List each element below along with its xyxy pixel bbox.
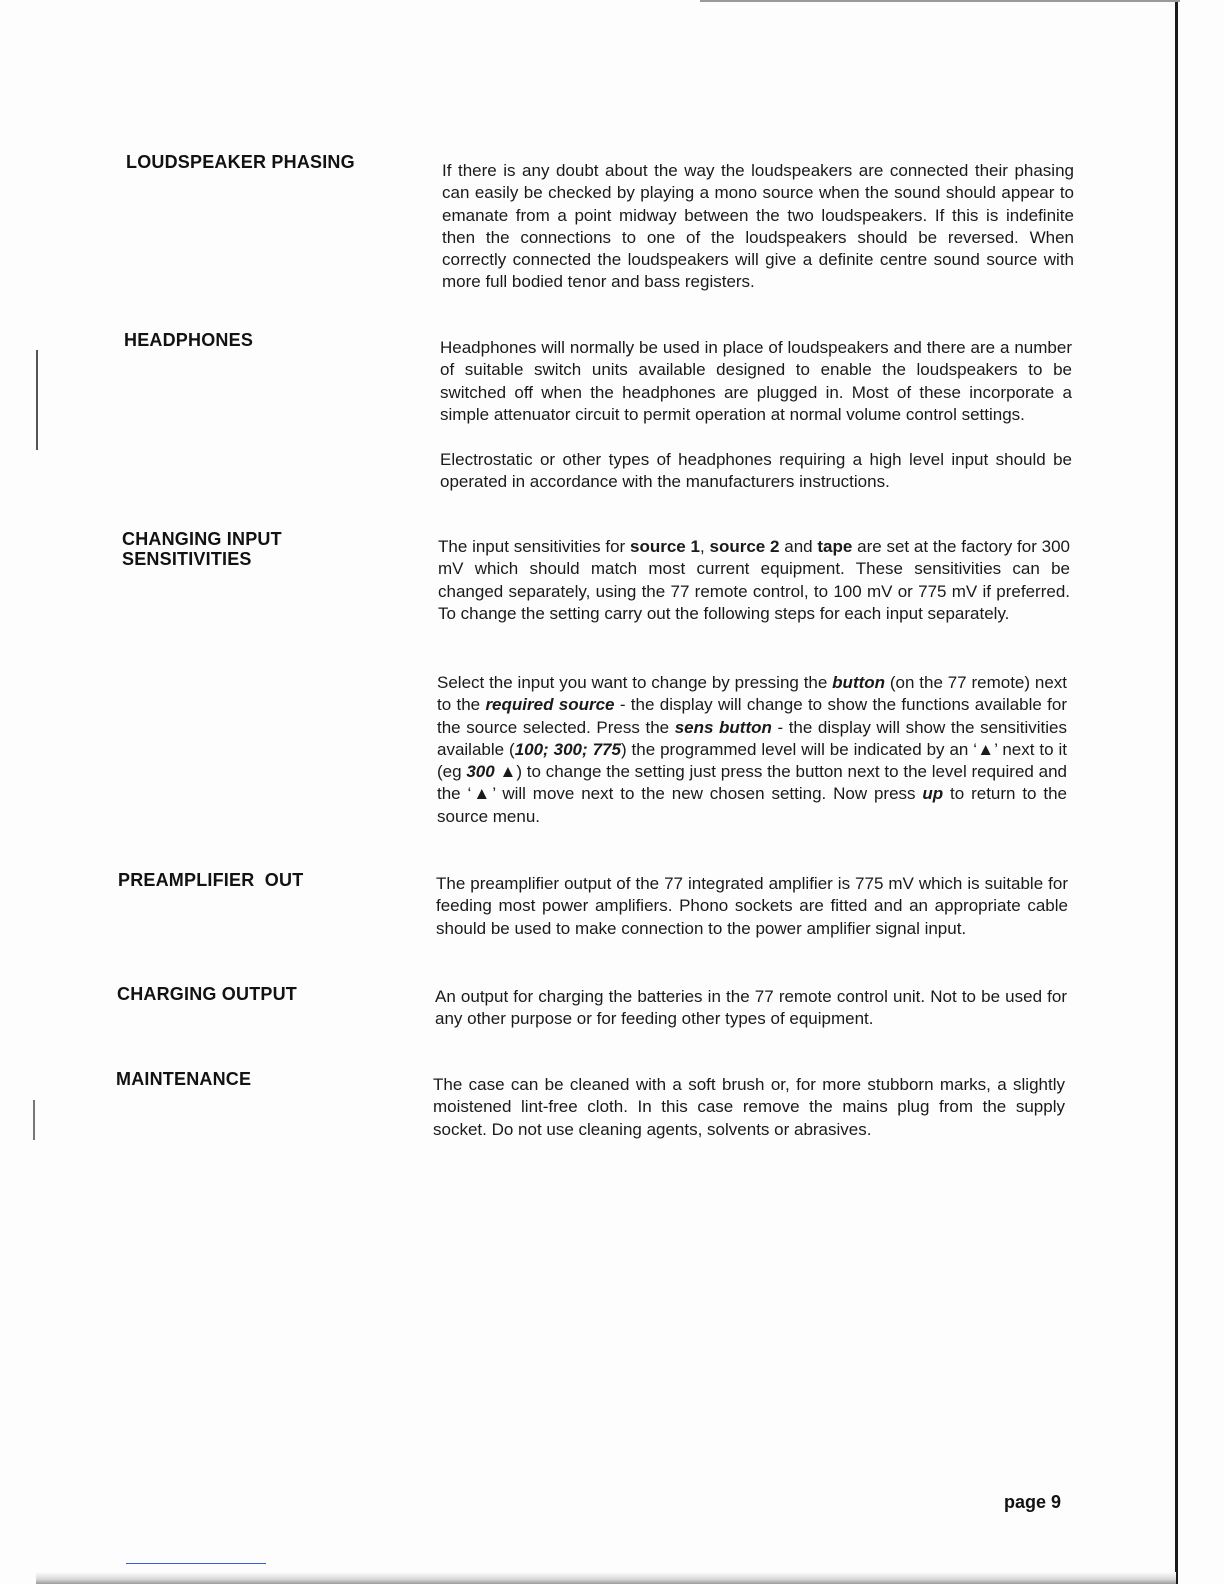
text-run: to return to the source menu. bbox=[437, 784, 1067, 826]
top-edge bbox=[700, 0, 1180, 2]
text-run: - the display will show the sensitivities available ( bbox=[437, 717, 1067, 759]
headphones-electrostatic-text: Electrostatic or other types of headphones requiring a high level input should be operated in accordance with the manufacturers instructions. bbox=[440, 450, 1072, 492]
charging-output-text: An output for charging the batteries in the 77 remote control unit. Not to be used for any other purpose or for feeding other types of equipment. bbox=[435, 987, 1067, 1029]
heading-line: SENSITIVITIES bbox=[122, 549, 252, 569]
preamplifier-out-text: The preamplifier output of the 77 integrated amplifier is 775 mV which is suitable for feeding most power amplifiers. Phono sockets are fitted and an appropriate cable should be used to make connection to the power amplifier signal input. bbox=[436, 874, 1068, 938]
section-heading-headphones: HEADPHONES bbox=[124, 330, 254, 350]
text-run: The input sensitivities for bbox=[438, 537, 630, 556]
text-run: ) the programmed level will be indicated by an ‘▲’ next to it (eg bbox=[437, 739, 1067, 782]
sensitivity-levels: 100; 300; 775 bbox=[514, 739, 621, 759]
required-source-term: required source bbox=[485, 695, 615, 715]
left-edge-mark bbox=[36, 350, 38, 450]
text-run: , bbox=[699, 537, 710, 556]
text-run: ) to change the setting just press the button next to the level required and the ‘▲’ will move next to the new chosen setting. Now press bbox=[437, 762, 1067, 804]
section-heading-maintenance: MAINTENANCE bbox=[116, 1069, 252, 1089]
page-number: page 9 bbox=[1003, 1492, 1061, 1512]
input-sensitivities-steps-text bbox=[437, 672, 1067, 828]
text-run: and bbox=[779, 537, 818, 556]
tape-term: tape bbox=[817, 537, 853, 556]
headphones-text: Headphones will normally be used in place of loudspeakers and there are a number of suitable switch units available designed to enable the loudspeakers to be switched off when the headphones are plugged in. Most of these incorporate a simple attenuator circuit to permit operation at normal volume control settings. bbox=[440, 338, 1072, 424]
text-run: are set at the factory for 300 mV which should match most current equipment. These sensitivities can be changed separately, using the 77 remote control, to 100 mV or 775 mV if preferred. To change the setting carry out the following steps for each input separately. bbox=[438, 537, 1071, 623]
sens-button-term: sens button bbox=[674, 717, 772, 737]
section-heading-changing-input-sensitivities bbox=[122, 529, 282, 569]
left-edge-mark bbox=[33, 1100, 35, 1140]
binding-edge bbox=[1175, 0, 1178, 1584]
bottom-edge-shadow bbox=[36, 1572, 1176, 1584]
loudspeaker-phasing-text: If there is any doubt about the way the loudspeakers are connected their phasing can easily be checked by playing a mono source when the sound should appear to emanate from a point midway between the two loudspeakers. If this is indefinite then the connections to one of the loudspeakers should be reversed. When correctly connected the loudspeakers will give a definite centre sound source with more full bodied tenor and bass registers. bbox=[442, 161, 1074, 292]
section-heading-loudspeaker-phasing: LOUDSPEAKER PHASING bbox=[126, 152, 355, 172]
button-term: button bbox=[832, 673, 886, 692]
text-run: Select the input you want to change by pressing the bbox=[437, 673, 833, 692]
bottom-edge-line bbox=[126, 1563, 266, 1564]
text-run: - the display will change to show the functions available for the source selected. Press the bbox=[437, 695, 1067, 737]
maintenance-text: The case can be cleaned with a soft brush or, for more stubborn marks, a slightly moistened lint-free cloth. In this case remove the mains plug from the supply socket. Do not use cleaning agents, solvents or abrasives. bbox=[433, 1075, 1065, 1139]
up-term: up bbox=[922, 784, 944, 804]
heading-line: CHANGING INPUT bbox=[122, 529, 282, 549]
source-2-term: source 2 bbox=[709, 537, 780, 556]
source-1-term: source 1 bbox=[630, 537, 700, 556]
input-sensitivities-text bbox=[438, 536, 1070, 625]
text-run: (on the 77 remote) next to the bbox=[437, 673, 1067, 715]
section-heading-preamplifier-out: PREAMPLIFIER OUT bbox=[118, 870, 304, 890]
section-heading-charging-output: CHARGING OUTPUT bbox=[117, 984, 297, 1004]
example-level: 300 ▲ bbox=[466, 762, 517, 782]
